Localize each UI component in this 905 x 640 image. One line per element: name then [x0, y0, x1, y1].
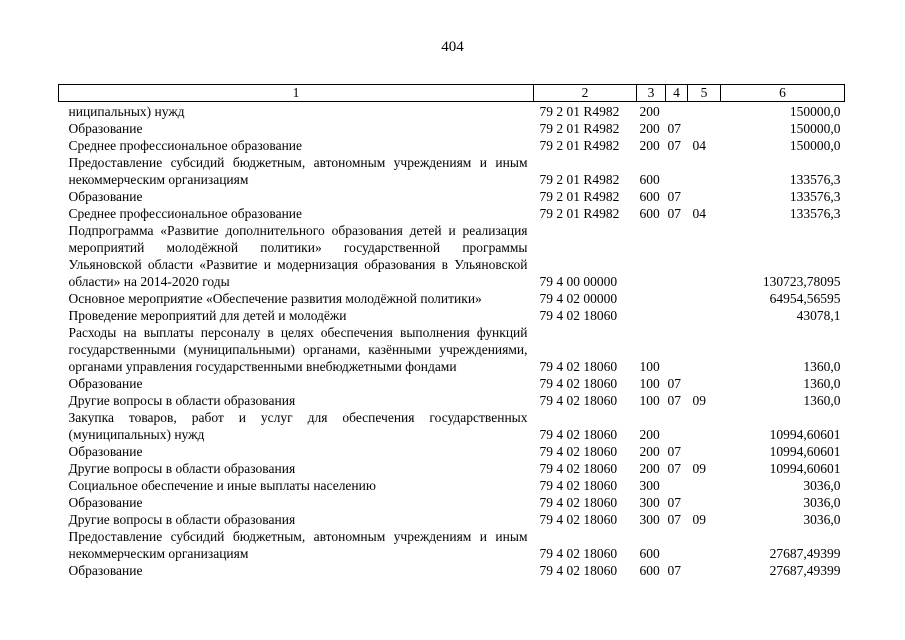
- row-code: 79 4 02 18060: [539, 427, 618, 442]
- row-group: 200: [639, 121, 660, 136]
- row-subsection: [688, 528, 721, 562]
- row-group: [637, 290, 666, 307]
- row-group: 300: [639, 478, 660, 493]
- table-row: [59, 477, 845, 494]
- row-code: 79 2 01 R4982: [539, 104, 620, 119]
- table-row: [59, 511, 845, 528]
- row-subsection: [688, 290, 721, 307]
- row-subsection: [688, 375, 721, 392]
- row-amount: 27687,49399: [769, 546, 841, 561]
- row-group: 200: [639, 444, 660, 459]
- row-amount: 133576,3: [789, 172, 841, 187]
- row-subsection: [688, 477, 721, 494]
- row-name: Образование: [68, 495, 143, 510]
- row-group: 100: [639, 393, 660, 408]
- table-row: [59, 154, 845, 188]
- row-amount: 3036,0: [803, 478, 841, 493]
- table-row: [59, 443, 845, 460]
- header-col-4: 4: [666, 85, 688, 102]
- row-name: Социальное обеспечение и иные выплаты населению: [68, 478, 376, 493]
- row-section: [666, 102, 688, 121]
- row-code: 79 2 01 R4982: [539, 172, 620, 187]
- row-code: 79 4 02 18060: [539, 359, 618, 374]
- row-amount: 1360,0: [803, 393, 841, 408]
- table-row: [59, 137, 845, 154]
- row-name: Другие вопросы в области образования: [68, 393, 296, 408]
- row-amount: 133576,3: [789, 206, 841, 221]
- table-row: [59, 562, 845, 579]
- row-code: 79 2 01 R4982: [539, 121, 620, 136]
- row-code: 79 4 02 18060: [539, 495, 618, 510]
- header-col-1: 1: [59, 85, 534, 102]
- row-subsection: [688, 443, 721, 460]
- row-section: [666, 409, 688, 443]
- row-name: Другие вопросы в области образования: [68, 512, 296, 527]
- row-amount: 1360,0: [803, 359, 841, 374]
- row-subsection: [688, 120, 721, 137]
- row-amount: 133576,3: [789, 189, 841, 204]
- row-subsection: [688, 324, 721, 375]
- row-name: Подпрограмма «Развитие дополнительного образования детей и реализация мероприятий молодёжной политики» государственной программы Ульяновской области «Развитие и модернизация образования в Ульяновской области» на 2014-2020 годы: [68, 223, 528, 289]
- row-name: Предоставление субсидий бюджетным, автономным учреждениям и иным некоммерческим организациям: [68, 155, 528, 187]
- row-code: 79 4 02 18060: [539, 478, 618, 493]
- header-col-5: 5: [688, 85, 721, 102]
- table-row: [59, 324, 845, 375]
- header-col-2: 2: [534, 85, 637, 102]
- row-amount: 43078,1: [796, 308, 841, 323]
- row-section: [666, 154, 688, 188]
- table-row: [59, 375, 845, 392]
- table-row: [59, 102, 845, 121]
- row-amount: 1360,0: [803, 376, 841, 391]
- row-section: 07: [667, 189, 681, 204]
- row-code: 79 4 02 18060: [539, 512, 618, 527]
- row-section: [666, 290, 688, 307]
- table-row: [59, 222, 845, 290]
- header-col-3: 3: [637, 85, 666, 102]
- row-amount: 10994,60601: [769, 444, 841, 459]
- row-name: Образование: [68, 563, 143, 578]
- table-row: [59, 409, 845, 443]
- row-amount: 27687,49399: [769, 563, 841, 578]
- table-header: [59, 85, 845, 102]
- row-code: 79 4 02 18060: [539, 461, 618, 476]
- row-name: Закупка товаров, работ и услуг для обеспечения государственных (муниципальных) нужд: [68, 410, 528, 442]
- row-subsection: 04: [692, 138, 706, 153]
- row-section: 07: [667, 138, 681, 153]
- row-subsection: [688, 102, 721, 121]
- row-subsection: [688, 494, 721, 511]
- row-name: Другие вопросы в области образования: [68, 461, 296, 476]
- row-name: Основное мероприятие «Обеспечение развития молодёжной политики»: [68, 291, 482, 306]
- row-group: 600: [639, 546, 660, 561]
- row-section: [666, 307, 688, 324]
- row-name: Образование: [68, 376, 143, 391]
- row-section: [666, 477, 688, 494]
- row-section: 07: [667, 444, 681, 459]
- row-name: Образование: [68, 444, 143, 459]
- row-subsection: 09: [692, 512, 706, 527]
- row-amount: 3036,0: [803, 495, 841, 510]
- table-row: [59, 188, 845, 205]
- row-group: 200: [639, 138, 660, 153]
- row-group: 600: [639, 206, 660, 221]
- row-section: 07: [667, 206, 681, 221]
- row-group: [637, 307, 666, 324]
- row-section: 07: [667, 495, 681, 510]
- table-row: [59, 460, 845, 477]
- row-name: Расходы на выплаты персоналу в целях обеспечения выполнения функций государственными (муниципальными) органами, казёнными учреждениями, органами управления государственными внебюджетными фондами: [68, 325, 528, 374]
- row-subsection: 04: [692, 206, 706, 221]
- table-row: [59, 494, 845, 511]
- row-code: 79 4 02 18060: [539, 546, 618, 561]
- row-subsection: [688, 307, 721, 324]
- row-code: 79 4 02 18060: [539, 444, 618, 459]
- row-name: Образование: [68, 121, 143, 136]
- row-section: 07: [667, 376, 681, 391]
- row-group: 600: [639, 189, 660, 204]
- row-section: [666, 324, 688, 375]
- row-subsection: [688, 222, 721, 290]
- row-name: Проведение мероприятий для детей и молодёжи: [68, 308, 347, 323]
- row-section: 07: [667, 512, 681, 527]
- table-row: [59, 205, 845, 222]
- row-group: 600: [639, 563, 660, 578]
- row-code: 79 4 02 18060: [539, 376, 618, 391]
- header-row: [59, 85, 845, 102]
- table-row: [59, 392, 845, 409]
- row-group: 200: [639, 104, 660, 119]
- row-group: 100: [639, 376, 660, 391]
- row-group: [637, 222, 666, 290]
- row-code: 79 2 01 R4982: [539, 206, 620, 221]
- row-name: Среднее профессиональное образование: [68, 206, 303, 221]
- table-row: [59, 290, 845, 307]
- row-code: 79 4 02 18060: [539, 308, 618, 323]
- page-number: 404: [441, 39, 464, 55]
- row-subsection: [688, 188, 721, 205]
- table-row: [59, 307, 845, 324]
- row-code: 79 2 01 R4982: [539, 138, 620, 153]
- row-section: 07: [667, 461, 681, 476]
- row-code: 79 4 02 18060: [539, 393, 618, 408]
- row-code: 79 4 00 00000: [539, 274, 618, 289]
- row-group: 200: [639, 461, 660, 476]
- row-code: 79 2 01 R4982: [539, 189, 620, 204]
- row-subsection: [688, 409, 721, 443]
- table-body: [59, 102, 845, 580]
- row-code: 79 4 02 00000: [539, 291, 618, 306]
- row-code: 79 4 02 18060: [539, 563, 618, 578]
- row-section: 07: [667, 563, 681, 578]
- row-name: ниципальных) нужд: [68, 104, 185, 119]
- row-section: [666, 528, 688, 562]
- row-section: 07: [667, 393, 681, 408]
- row-section: [666, 222, 688, 290]
- row-group: 300: [639, 495, 660, 510]
- row-group: 200: [639, 427, 660, 442]
- row-subsection: [688, 562, 721, 579]
- row-name: Образование: [68, 189, 143, 204]
- row-name: Предоставление субсидий бюджетным, автономным учреждениям и иным некоммерческим организациям: [68, 529, 528, 561]
- budget-table: [58, 84, 845, 579]
- row-group: 300: [639, 512, 660, 527]
- row-amount: 130723,78095: [762, 274, 841, 289]
- row-subsection: 09: [692, 461, 706, 476]
- row-amount: 10994,60601: [769, 461, 841, 476]
- table-row: [59, 528, 845, 562]
- row-amount: 150000,0: [789, 121, 841, 136]
- row-subsection: [688, 154, 721, 188]
- row-amount: 10994,60601: [769, 427, 841, 442]
- row-amount: 3036,0: [803, 512, 841, 527]
- row-section: 07: [667, 121, 681, 136]
- row-amount: 150000,0: [789, 104, 841, 119]
- row-group: 600: [639, 172, 660, 187]
- row-subsection: 09: [692, 393, 706, 408]
- row-name: Среднее профессиональное образование: [68, 138, 303, 153]
- header-col-6: 6: [721, 85, 845, 102]
- row-amount: 150000,0: [789, 138, 841, 153]
- row-group: 100: [639, 359, 660, 374]
- table-row: [59, 120, 845, 137]
- row-amount: 64954,56595: [769, 291, 841, 306]
